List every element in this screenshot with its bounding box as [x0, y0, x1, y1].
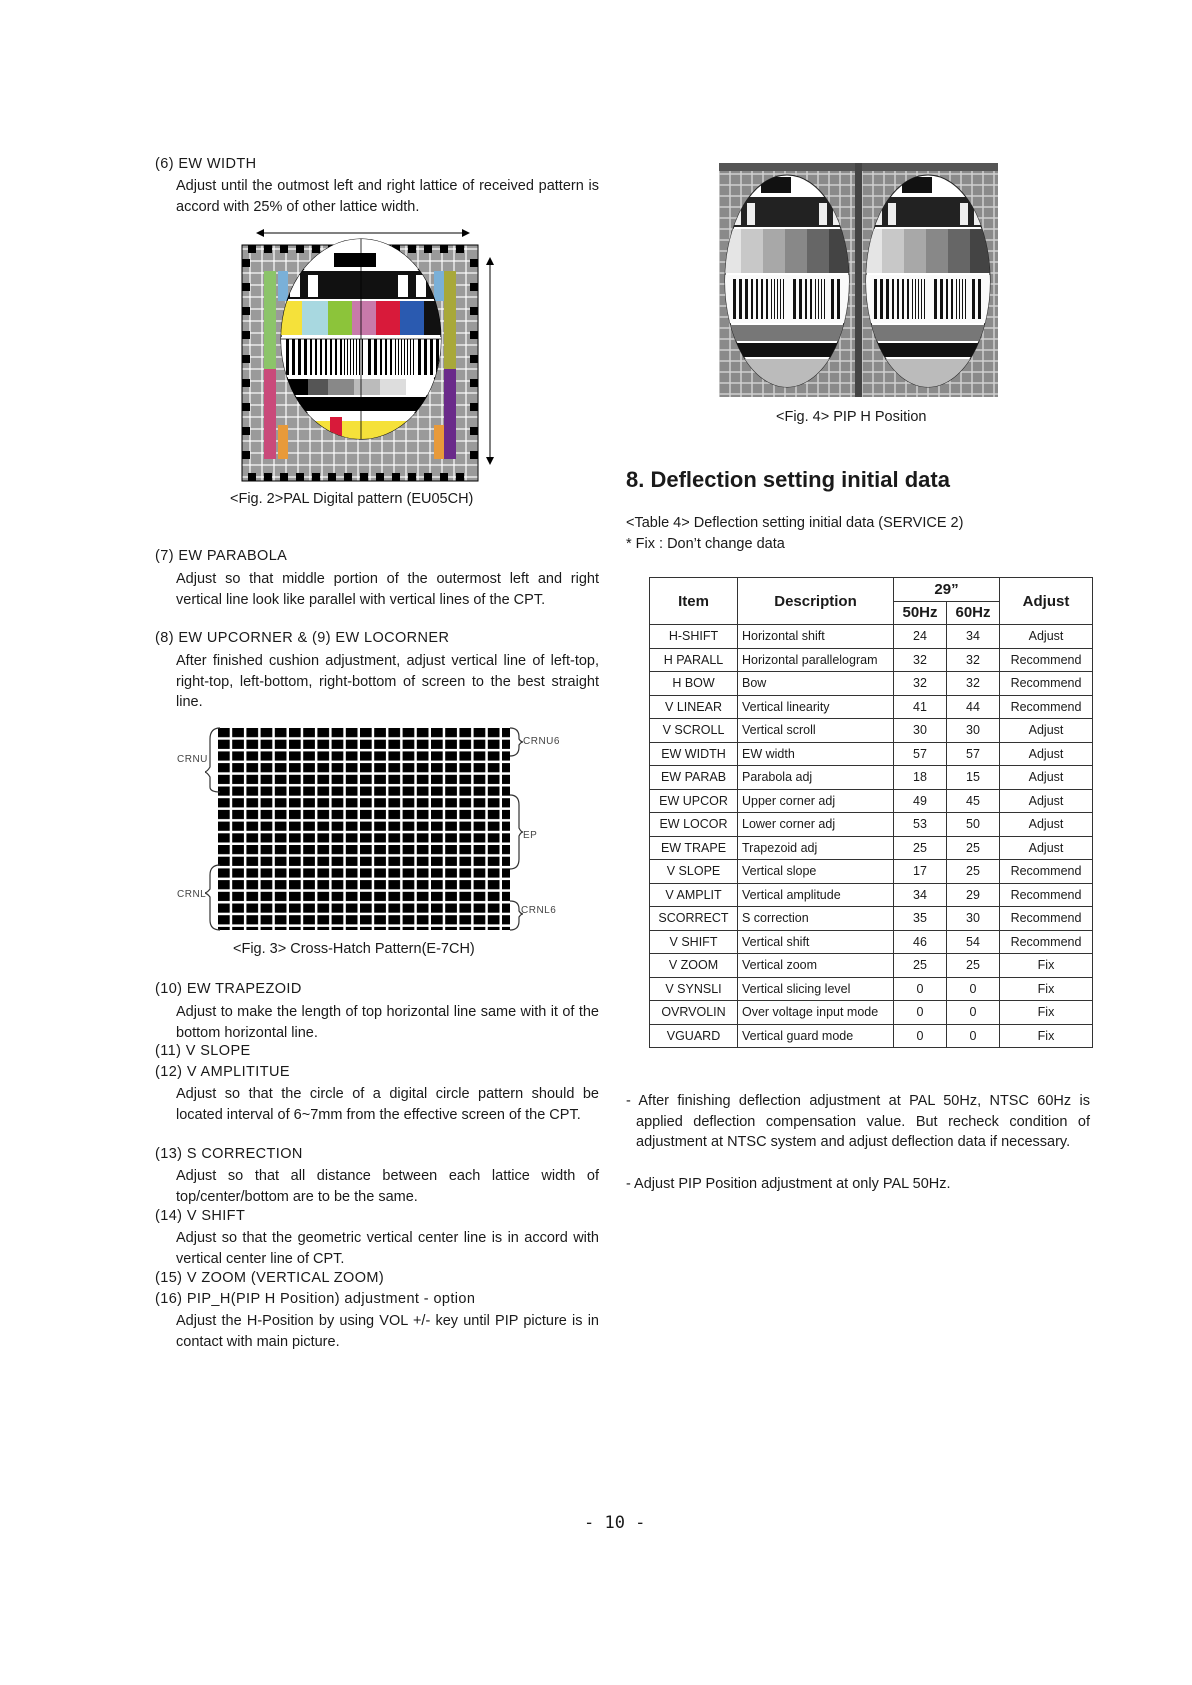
- cell-item: H PARALL: [650, 648, 738, 672]
- table-title: <Table 4> Deflection setting initial data (SERVICE 2): [626, 515, 964, 531]
- crnl-label: CRNL: [177, 889, 207, 900]
- table-row: [650, 860, 1093, 884]
- cell-60hz: 32: [947, 672, 1000, 696]
- cell-description: Over voltage input mode: [738, 1001, 894, 1025]
- cell-adjust: Fix: [1000, 954, 1093, 978]
- cell-item: V AMPLIT: [650, 883, 738, 907]
- header-29-inch: 29”: [894, 578, 1000, 602]
- cell-50hz: 32: [894, 672, 947, 696]
- pip-h-position-figure: [719, 163, 998, 397]
- cell-adjust: Fix: [1000, 977, 1093, 1001]
- cell-50hz: 34: [894, 883, 947, 907]
- cell-item: V SYNSLI: [650, 977, 738, 1001]
- cell-60hz: 30: [947, 907, 1000, 931]
- section-8-9-body: After finished cushion adjustment, adjust vertical line of left-top, right-top, left-bottom, right-bottom of screen to the best straight line.: [176, 653, 599, 710]
- section-7-body: Adjust so that middle portion of the outermost left and right vertical line look like parallel with vertical lines of the CPT.: [176, 571, 599, 608]
- table-row: [650, 930, 1093, 954]
- cell-60hz: 57: [947, 742, 1000, 766]
- page-number: - 10 -: [584, 1513, 646, 1533]
- table-row: [650, 977, 1093, 1001]
- section-16-body: Adjust the H-Position by using VOL +/- key until PIP picture is in contact with main picture.: [176, 1313, 599, 1350]
- cell-adjust: Recommend: [1000, 648, 1093, 672]
- cell-60hz: 32: [947, 648, 1000, 672]
- cell-60hz: 54: [947, 930, 1000, 954]
- cell-item: OVRVOLIN: [650, 1001, 738, 1025]
- section-title: 8. Deflection setting initial data: [626, 467, 950, 492]
- cell-50hz: 25: [894, 836, 947, 860]
- cell-description: Lower corner adj: [738, 813, 894, 837]
- cell-description: Vertical scroll: [738, 719, 894, 743]
- cell-50hz: 25: [894, 954, 947, 978]
- cell-item: SCORRECT: [650, 907, 738, 931]
- cell-adjust: Recommend: [1000, 930, 1093, 954]
- cell-item: VGUARD: [650, 1024, 738, 1048]
- fig-2-caption: <Fig. 2>PAL Digital pattern (EU05CH): [230, 491, 474, 507]
- section-8-9-heading: (8) EW UPCORNER & (9) EW LOCORNER: [155, 630, 450, 646]
- cell-item: V SLOPE: [650, 860, 738, 884]
- cell-item: V ZOOM: [650, 954, 738, 978]
- cell-60hz: 50: [947, 813, 1000, 837]
- cell-60hz: 0: [947, 1001, 1000, 1025]
- cell-description: Bow: [738, 672, 894, 696]
- cell-50hz: 18: [894, 766, 947, 790]
- table-row: [650, 836, 1093, 860]
- table-row: [650, 742, 1093, 766]
- table-row: [650, 1001, 1093, 1025]
- table-row: [650, 954, 1093, 978]
- cell-description: EW width: [738, 742, 894, 766]
- cell-description: Vertical guard mode: [738, 1024, 894, 1048]
- cell-50hz: 17: [894, 860, 947, 884]
- cell-item: EW UPCOR: [650, 789, 738, 813]
- cell-adjust: Recommend: [1000, 907, 1093, 931]
- cell-50hz: 49: [894, 789, 947, 813]
- table-row: [650, 789, 1093, 813]
- cell-adjust: Recommend: [1000, 860, 1093, 884]
- cell-adjust: Adjust: [1000, 719, 1093, 743]
- header-adjust: Adjust: [1000, 578, 1093, 625]
- cell-description: Parabola adj: [738, 766, 894, 790]
- header-description: Description: [738, 578, 894, 625]
- cell-adjust: Fix: [1000, 1001, 1093, 1025]
- table-row: [650, 648, 1093, 672]
- cell-50hz: 35: [894, 907, 947, 931]
- cell-60hz: 25: [947, 860, 1000, 884]
- header-50hz: 50Hz: [894, 601, 947, 625]
- cell-60hz: 30: [947, 719, 1000, 743]
- note-1: - After finishing deflection adjustment at PAL 50Hz, NTSC 60Hz is applied deflection compensation value. But recheck condition of adjustment at NTSC system and adjust deflection data if necessary.: [626, 1093, 1090, 1150]
- section-12-body: Adjust so that the circle of a digital circle pattern should be located interval of 6~7mm from the effective screen of the CPT.: [176, 1086, 599, 1123]
- cell-adjust: Adjust: [1000, 742, 1093, 766]
- cell-50hz: 0: [894, 977, 947, 1001]
- cell-60hz: 34: [947, 625, 1000, 649]
- cell-60hz: 0: [947, 977, 1000, 1001]
- section-15-heading: (15) V ZOOM (VERTICAL ZOOM): [155, 1270, 385, 1286]
- cell-item: V LINEAR: [650, 695, 738, 719]
- table-row: [650, 672, 1093, 696]
- cell-60hz: 25: [947, 836, 1000, 860]
- cell-description: Horizontal shift: [738, 625, 894, 649]
- section-13-heading: (13) S CORRECTION: [155, 1146, 303, 1162]
- cell-description: Vertical shift: [738, 930, 894, 954]
- table-row: [650, 695, 1093, 719]
- cell-description: Horizontal parallelogram: [738, 648, 894, 672]
- cell-adjust: Recommend: [1000, 883, 1093, 907]
- cell-description: Vertical amplitude: [738, 883, 894, 907]
- note-2: - Adjust PIP Position adjustment at only PAL 50Hz.: [626, 1176, 951, 1192]
- header-60hz: 60Hz: [947, 601, 1000, 625]
- fig-4-caption: <Fig. 4> PIP H Position: [776, 409, 927, 425]
- table-row: [650, 766, 1093, 790]
- cell-50hz: 53: [894, 813, 947, 837]
- table-row: [650, 883, 1093, 907]
- cell-item: H BOW: [650, 672, 738, 696]
- table-body: [650, 625, 1093, 1048]
- section-6-body: Adjust until the outmost left and right lattice of received pattern is accord with 25% of other lattice width.: [176, 178, 599, 215]
- table-row: [650, 907, 1093, 931]
- cell-description: Vertical slope: [738, 860, 894, 884]
- cross-hatch-pattern-figure: [205, 725, 538, 935]
- header-item: Item: [650, 578, 738, 625]
- table-row: [650, 625, 1093, 649]
- deflection-data-table: [649, 577, 1093, 1048]
- cell-adjust: Fix: [1000, 1024, 1093, 1048]
- cell-description: S correction: [738, 907, 894, 931]
- cell-50hz: 24: [894, 625, 947, 649]
- cell-60hz: 25: [947, 954, 1000, 978]
- cell-item: V SHIFT: [650, 930, 738, 954]
- section-13-body: Adjust so that all distance between each lattice width of top/center/bottom are to be the same.: [176, 1168, 599, 1205]
- cell-description: Vertical linearity: [738, 695, 894, 719]
- table-row: [650, 1024, 1093, 1048]
- cell-adjust: Recommend: [1000, 695, 1093, 719]
- cell-adjust: Adjust: [1000, 836, 1093, 860]
- section-14-heading: (14) V SHIFT: [155, 1208, 246, 1224]
- cell-description: Vertical zoom: [738, 954, 894, 978]
- pal-digital-pattern-figure: [238, 225, 498, 485]
- cell-adjust: Recommend: [1000, 672, 1093, 696]
- cell-60hz: 44: [947, 695, 1000, 719]
- cell-50hz: 0: [894, 1001, 947, 1025]
- cell-60hz: 29: [947, 883, 1000, 907]
- cell-60hz: 45: [947, 789, 1000, 813]
- fig-3-caption: <Fig. 3> Cross-Hatch Pattern(E-7CH): [233, 941, 475, 957]
- section-7-heading: (7) EW PARABOLA: [155, 548, 288, 564]
- section-14-body: Adjust so that the geometric vertical center line is in accord with vertical center line of CPT.: [176, 1230, 599, 1267]
- cell-50hz: 32: [894, 648, 947, 672]
- cell-item: V SCROLL: [650, 719, 738, 743]
- section-11-heading: (11) V SLOPE: [155, 1043, 251, 1059]
- section-10-body: Adjust to make the length of top horizontal line same with it of the bottom horizontal line.: [176, 1004, 599, 1041]
- crnu-label: CRNU: [177, 754, 208, 765]
- table-row: [650, 813, 1093, 837]
- cell-item: H-SHIFT: [650, 625, 738, 649]
- cell-60hz: 15: [947, 766, 1000, 790]
- section-16-heading: (16) PIP_H(PIP H Position) adjustment - option: [155, 1291, 476, 1307]
- cell-item: EW WIDTH: [650, 742, 738, 766]
- section-12-heading: (12) V AMPLITITUE: [155, 1064, 290, 1080]
- cell-adjust: Adjust: [1000, 789, 1093, 813]
- crnl6-label: CRNL6: [521, 905, 557, 916]
- fix-note: * Fix : Don’t change data: [626, 536, 785, 552]
- cell-adjust: Adjust: [1000, 766, 1093, 790]
- section-6-heading: (6) EW WIDTH: [155, 156, 257, 172]
- table-row: [650, 719, 1093, 743]
- section-10-heading: (10) EW TRAPEZOID: [155, 981, 302, 997]
- cell-description: Vertical slicing level: [738, 977, 894, 1001]
- cell-50hz: 0: [894, 1024, 947, 1048]
- crnu6-label: CRNU6: [523, 736, 560, 747]
- cell-50hz: 41: [894, 695, 947, 719]
- cell-50hz: 46: [894, 930, 947, 954]
- cell-50hz: 30: [894, 719, 947, 743]
- cell-item: EW PARAB: [650, 766, 738, 790]
- cell-item: EW TRAPE: [650, 836, 738, 860]
- cell-adjust: Adjust: [1000, 813, 1093, 837]
- cell-description: Trapezoid adj: [738, 836, 894, 860]
- cell-60hz: 0: [947, 1024, 1000, 1048]
- ep-label: EP: [523, 830, 538, 841]
- cell-50hz: 57: [894, 742, 947, 766]
- cell-item: EW LOCOR: [650, 813, 738, 837]
- cell-adjust: Adjust: [1000, 625, 1093, 649]
- cell-description: Upper corner adj: [738, 789, 894, 813]
